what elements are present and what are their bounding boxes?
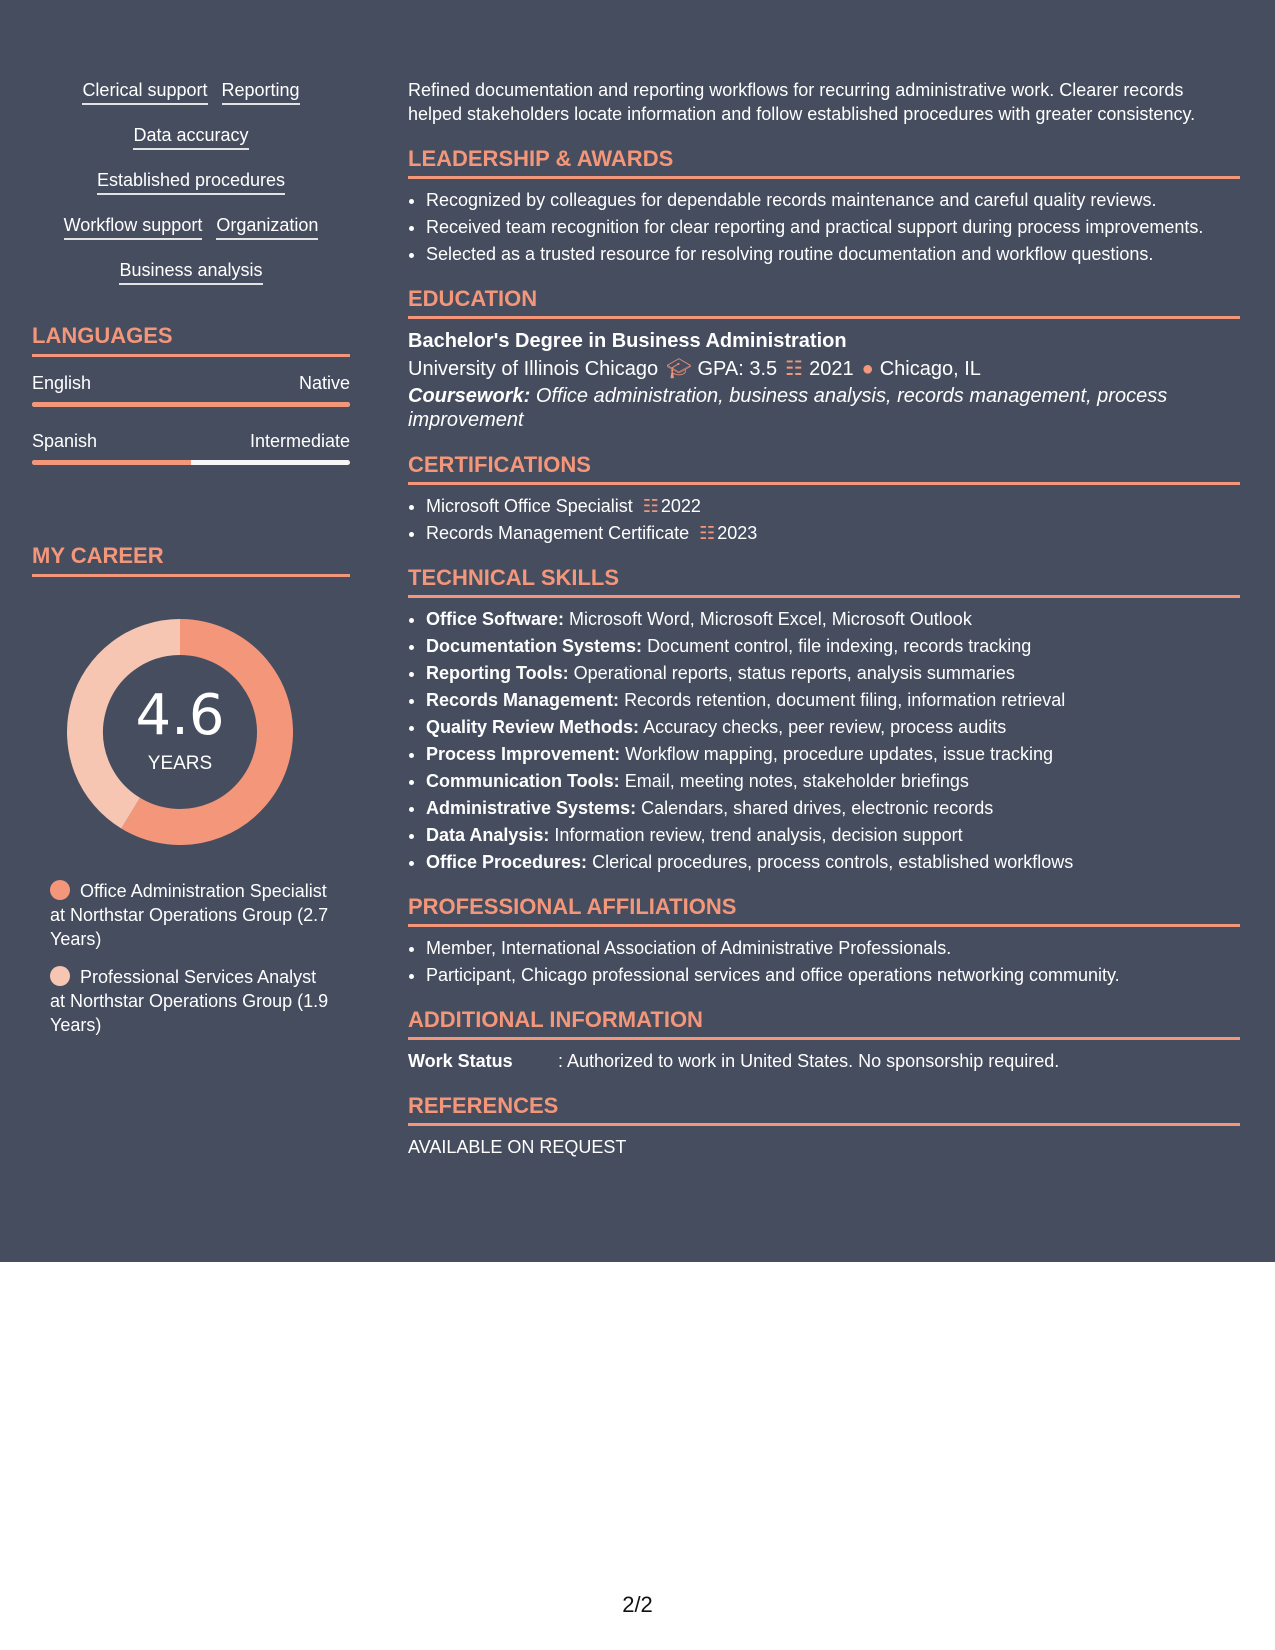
skill-label: Quality Review Methods: [426, 717, 640, 737]
language-level: Intermediate [249, 431, 350, 451]
legend-dot-icon [50, 966, 70, 986]
skill-tag: Data accuracy [133, 123, 248, 150]
list-item [426, 494, 1240, 518]
skill-label: Reporting Tools: [426, 663, 569, 683]
coursework [408, 384, 1240, 432]
additional-info [408, 1049, 1240, 1073]
career-total: 4.6 [135, 683, 225, 748]
career-legend [50, 879, 330, 1037]
skill-tag: Reporting [222, 78, 300, 105]
tag-row [32, 123, 350, 168]
language-name: Spanish [32, 431, 98, 451]
list-item [426, 661, 1240, 685]
skill-label: Communication Tools: [426, 771, 620, 791]
skill-value: Email, meeting notes, stakeholder briefings [624, 771, 969, 791]
section-title: LANGUAGES [32, 323, 350, 357]
list-item: • Member, International Association of Administrative Professionals. [426, 936, 1240, 960]
section-title: CERTIFICATIONS [408, 452, 1240, 485]
proficiency-bar [32, 460, 350, 465]
tag-row [32, 78, 350, 123]
cert-year: 2023 [717, 523, 758, 543]
skill-label: Process Improvement: [426, 744, 621, 764]
legend-item [50, 965, 330, 1037]
career-unit: YEARS [147, 753, 213, 774]
skill-label: Office Procedures: [426, 852, 588, 872]
list-item [426, 850, 1240, 874]
calendar-icon: ☷ [785, 358, 804, 380]
section-title: MY CAREER [32, 543, 350, 577]
calendar-icon: ☷ [699, 523, 716, 543]
school-name: University of Illinois Chicago [408, 358, 659, 380]
section-title: TECHNICAL SKILLS [408, 565, 1240, 598]
references-text: AVAILABLE ON REQUEST [408, 1137, 627, 1157]
tag-row [32, 213, 350, 258]
skill-value: Calendars, shared drives, electronic records [641, 798, 994, 818]
skill-label: Office Software: [426, 609, 565, 629]
list-item: • Participant, Chicago professional services and office operations networking community. [426, 963, 1240, 987]
skill-tag: Workflow support [64, 213, 203, 240]
certifications-list [408, 494, 1240, 545]
list-item: • Received team recognition for clear reporting and practical support during process improvements. [426, 215, 1240, 239]
language-item [32, 431, 350, 465]
skill-value: Accuracy checks, peer review, process audits [643, 717, 1007, 737]
skill-label: Documentation Systems: [426, 636, 643, 656]
proficiency-bar [32, 402, 350, 407]
skill-value: Workflow mapping, procedure updates, issue tracking [625, 744, 1053, 764]
technical-skills-list [408, 607, 1240, 874]
location-pin-icon: ● [861, 358, 874, 380]
career-section [32, 543, 350, 1037]
list-item [426, 769, 1240, 793]
graduation-cap-icon: 🎓︎ [666, 358, 692, 380]
list-item [426, 823, 1240, 847]
skill-label: Administrative Systems: [426, 798, 637, 818]
right-column [408, 78, 1240, 1159]
proficiency-fill [32, 460, 191, 465]
tag-row [32, 168, 350, 213]
section-title: LEADERSHIP & AWARDS [408, 146, 1240, 179]
list-item [426, 796, 1240, 820]
gpa: GPA: 3.5 [697, 358, 778, 380]
skill-value: Records retention, document filing, information retrieval [624, 690, 1066, 710]
cert-name: Microsoft Office Specialist [426, 496, 633, 516]
legend-label: Office Administration Specialist at Northstar Operations Group (2.7 Years) [50, 881, 329, 949]
skill-label: Data Analysis: [426, 825, 550, 845]
language-item [32, 373, 350, 407]
section-title: ADDITIONAL INFORMATION [408, 1007, 1240, 1040]
legend-dot-icon [50, 880, 70, 900]
language-level: Native [298, 373, 350, 393]
list-item [426, 688, 1240, 712]
list-item [426, 742, 1240, 766]
left-column [32, 78, 350, 1051]
list-item [426, 607, 1240, 631]
education-meta [408, 354, 1240, 384]
proficiency-fill [32, 402, 350, 407]
work-status-label: Work Status [408, 1051, 513, 1071]
experience-summary: Refined documentation and reporting workflows for recurring administrative work. Clearer records helped stakeholders locate information and follow established procedures with greater consistency. [408, 80, 1196, 124]
career-donut-chart [67, 619, 293, 845]
skill-tag: Established procedures [97, 168, 285, 195]
section-title: REFERENCES [408, 1093, 1240, 1126]
skill-value: Microsoft Word, Microsoft Excel, Microsoft Outlook [569, 609, 972, 629]
skill-tag: Business analysis [119, 258, 262, 285]
skill-tag: Clerical support [82, 78, 207, 105]
skill-value: Clerical procedures, process controls, established workflows [592, 852, 1074, 872]
legend-item [50, 879, 330, 951]
list-item [426, 715, 1240, 739]
skill-value: Information review, trend analysis, decision support [554, 825, 963, 845]
coursework-label: Coursework: [408, 385, 531, 407]
language-name: English [32, 373, 92, 393]
degree: Bachelor's Degree in Business Administration [408, 330, 847, 352]
leadership-list [408, 188, 1240, 266]
work-status-value: : Authorized to work in United States. No sponsorship required. [558, 1051, 1060, 1071]
legend-label: Professional Services Analyst at Northstar Operations Group (1.9 Years) [50, 967, 329, 1035]
skills-tags [32, 78, 350, 303]
skill-value: Operational reports, status reports, analysis summaries [573, 663, 1015, 683]
section-title: EDUCATION [408, 286, 1240, 319]
graduation-year: 2021 [809, 358, 854, 380]
education-entry [408, 328, 1240, 432]
tag-row [32, 258, 350, 303]
list-item [426, 521, 1240, 545]
page-number: 2/2 [622, 1592, 653, 1617]
cert-year: 2022 [660, 496, 701, 516]
skill-value: Document control, file indexing, records tracking [647, 636, 1032, 656]
coursework-text: Office administration, business analysis, records management, process improvement [408, 385, 1168, 431]
cert-name: Records Management Certificate [426, 523, 690, 543]
calendar-icon: ☷ [642, 496, 659, 516]
section-title: PROFESSIONAL AFFILIATIONS [408, 894, 1240, 927]
list-item: • Selected as a trusted resource for resolving routine documentation and workflow questions. [426, 242, 1240, 266]
skill-label: Records Management: [426, 690, 620, 710]
skill-tag: Organization [216, 213, 318, 240]
affiliations-list [408, 936, 1240, 987]
list-item: • Recognized by colleagues for dependable records maintenance and careful quality reviews. [426, 188, 1240, 212]
education-location: Chicago, IL [879, 358, 981, 380]
list-item [426, 634, 1240, 658]
languages-section [32, 323, 350, 465]
